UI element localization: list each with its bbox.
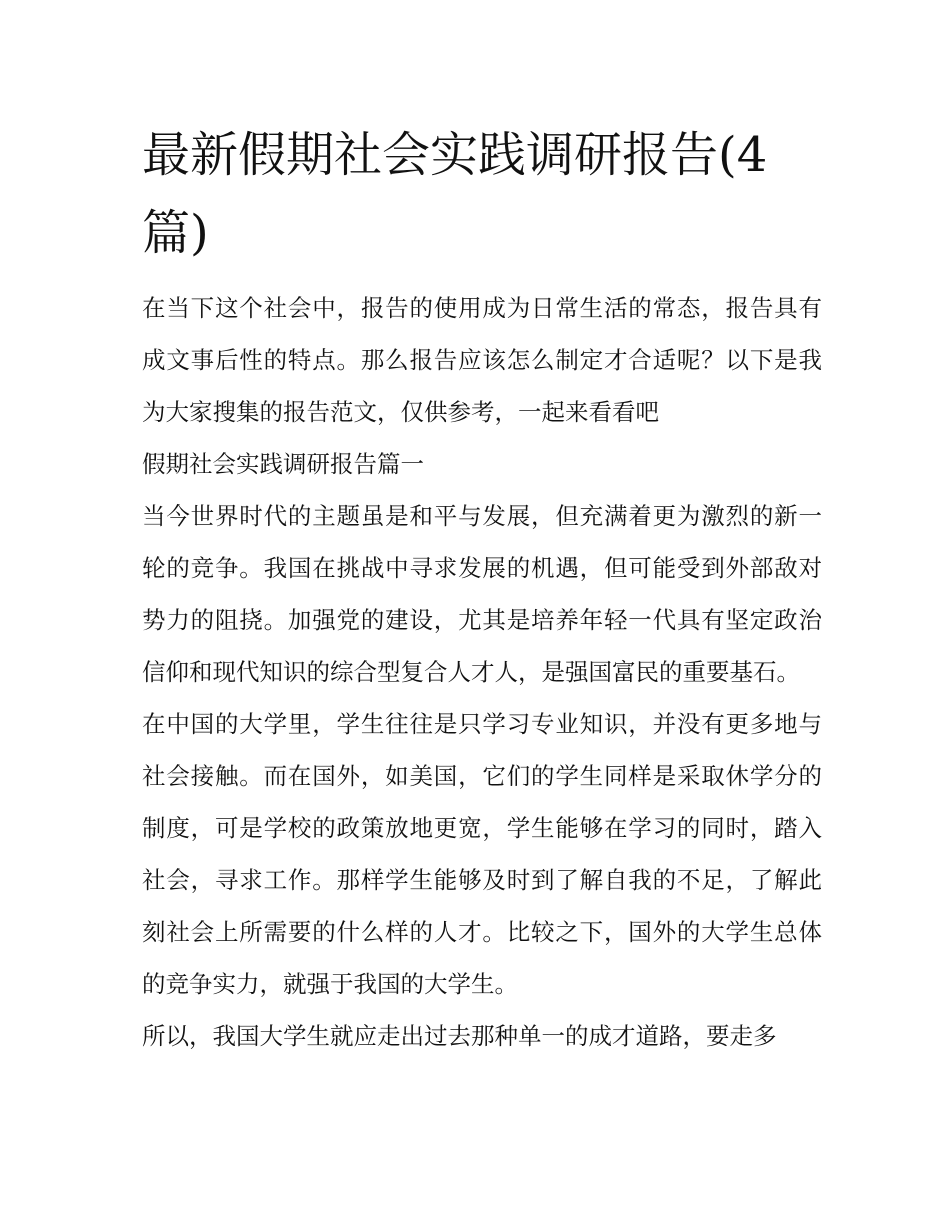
body-paragraph-3: 所以，我国大学生就应走出过去那种单一的成才道路，要走多 — [142, 1022, 777, 1050]
document-title: 最新假期社会实践调研报告(4篇) — [142, 127, 768, 261]
document-page — [142, 116, 822, 1062]
section-heading: 假期社会实践调研报告篇一 — [142, 450, 424, 478]
body-paragraph-2: 在中国的大学里，学生往往是只学习专业知识，并没有更多地与社会接触。而在国外，如美国，它们的学生同样是采取休学分的制度，可是学校的政策放地更宽，学生能够在学习的同时，踏入社会，寻求工作。那样学生能够及时到了解自我的不足，了解此刻社会上所需要的什么样的人才。比较之下，国外的大学生总体的竞争实力，就强于我国的大学生。 — [142, 710, 822, 998]
intro-paragraph: 在当下这个社会中，报告的使用成为日常生活的常态，报告具有成文事后性的特点。那么报告应该怎么制定才合适呢？以下是我为大家搜集的报告范文，仅供参考，一起来看看吧 — [142, 294, 822, 426]
body-paragraph-1: 当今世界时代的主题虽是和平与发展，但充满着更为激烈的新一轮的竞争。我国在挑战中寻求发展的机遇，但可能受到外部敌对势力的阻挠。加强党的建设，尤其是培养年轻一代具有坚定政治信仰和现代知识的综合型复合人才人，是强国富民的重要基石。 — [142, 502, 822, 686]
